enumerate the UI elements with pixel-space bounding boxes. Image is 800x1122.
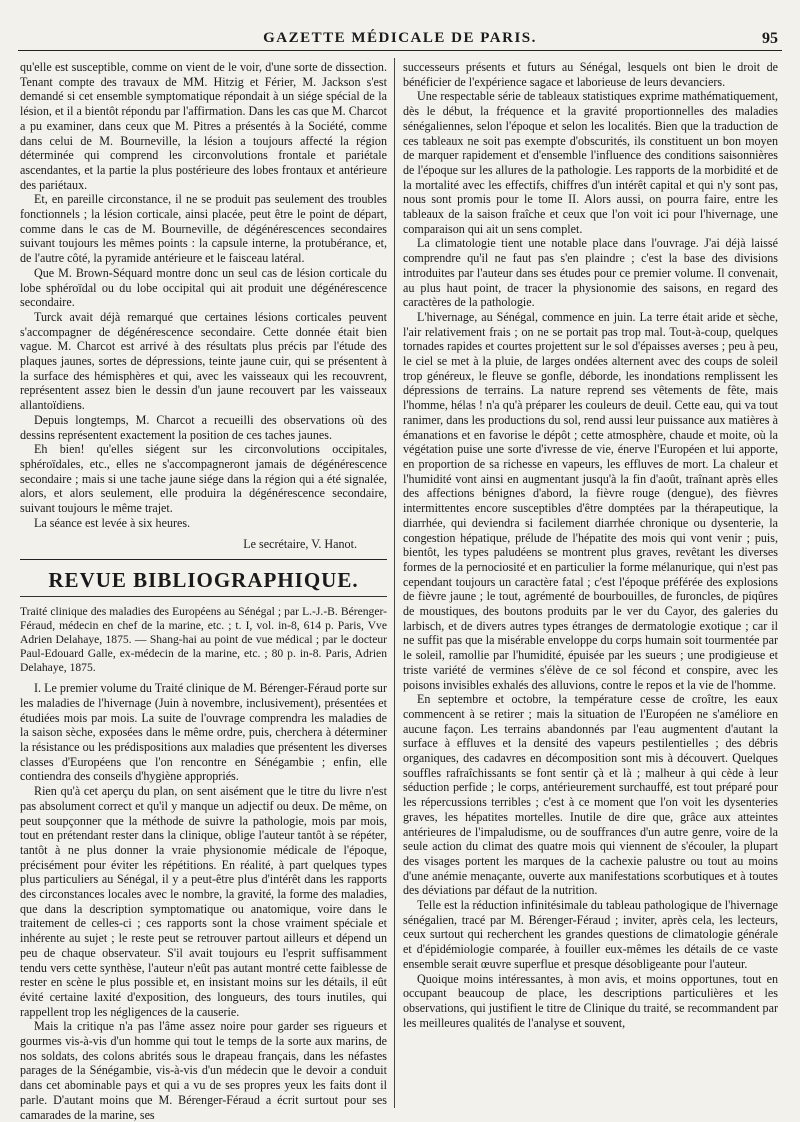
page-number: 95 bbox=[762, 30, 778, 47]
paragraph: Telle est la réduction infinitésimale du tableau pathologique de l'hivernage sénégalien, tracé par M. Bérenger-Féraud ; inviter, après cela, les lecteurs, ceux surtout qui recherchent les grandes questions de climatologie générale et d'épidémiologie comparée, à fouiller eux-mêmes les détails de ce vaste ensemble serait œuvre superflue et presque désobligeante pour l'auteur. bbox=[403, 898, 778, 971]
paragraph: Eh bien! qu'elles siégent sur les circonvolutions occipitales, sphéroïdales, etc., elles ne s'accompagneront jamais de dégénérescence secondaire ; mais si une tache jaune siége dans la région qui a été signalée, alors, et alors seulement, elle produira la dégénérescence secondaire, suivant toujours le même trajet. bbox=[20, 442, 387, 516]
signature: Le secrétaire, V. Hanot. bbox=[243, 536, 357, 551]
paragraph: La séance est levée à six heures. bbox=[34, 515, 191, 530]
paragraph: En septembre et octobre, la température cesse de croître, les eaux commencent à se retirer ; mais la situation de l'Européen ne s'améliore en aucune façon. Les terrains abandonnés par l'eau augmentent d'autant la surface à effluves et la densité des vapeurs pestilentielles ; des débris organiques, des cadavres en décomposition sont mis à découvert. Quelques souffles rafraîchissants se font sentir çà et là ; malheur à qui cède à leur séduction perfide ; le corps, antérieurement surchauffé, est tout préparé pour les répercussions terribles ; c'est à ce moment que l'on voit les dysenteries graves, les hépatites mortelles. Inutile de dire que, grâce aux atteintes antérieures de l'impaludisme, ou de souffrances d'un autre genre, voire de la seule action du climat des quatre mois qui viennent de s'écouler, la plupart des visages portent les marques de la cachexie palustre ou tout au moins d'une anémie menaçante, ouverte aux manifestations scorbutiques et à toutes des déviations par défaut de la nutrition. bbox=[403, 692, 778, 898]
paragraph: Turck avait déjà remarqué que certaines lésions corticales peuvent s'accompagner de dégénérescence secondaire. Cette donnée était bien vague. M. Charcot est arrivé à des résultats plus précis par l'étude des plaques jaunes, sortes de dépressions, teinte jaune cuir, qui se présentent à la surface des hémisphères et qui, avec les vaisseaux qui les recouvrent, représentent assez bien le dessin d'un jaune recouvert par les vaisseaux allantoïdiens. bbox=[20, 309, 387, 413]
paragraph: Une respectable série de tableaux statistiques exprime mathématiquement, dès le début, la fréquence et la gravité proportionnelles des maladies sénégaliennes, selon l'époque et selon les localités. Bien que la traduction de ces tableaux ne soit pas exempte d'obscurités, ils constituent un bon moyen de marquer rapidement et d'ensemble l'influence des conditions saisonnières de l'époque sur les allures de la pathologie. Les rapports de la morbidité et de la mortalité avec les effectifs, chiffres d'un intérêt capital et qui n'y sont pas, nous sont promis pour le tome II. Alors aussi, on pourra faire, entre les tableaux de la saison fraîche et ceux que l'on voit ici pour l'hivernage, une comparaison qui ait un sens complet. bbox=[403, 89, 778, 236]
section-rule bbox=[20, 559, 387, 560]
paragraph: La climatologie tient une notable place dans l'ouvrage. J'ai déjà laissé comprendre qu'il ne faut pas s'en plaindre ; c'est la base des divisions introduites par l'auteur dans ses études pour ce premier volume. Il convenait, au plus haut point, de tracer la physionomie des saisons, en regard des caractères de la pathologie. bbox=[403, 236, 778, 310]
paragraph: Et, en pareille circonstance, il ne se produit pas seulement des troubles fonctionnels ; la lésion corticale, ainsi placée, peut être le point de départ, comme dans le cas de M. Bourneville, de dégénérescences secondaires suivant toujours les mêmes points : la capsule interne, la protubérance, et, de l'autre côté, la pyramide antérieure et le faisceau latéral. bbox=[20, 192, 387, 266]
paragraph: L'hivernage, au Sénégal, commence en juin. La terre était aride et sèche, l'air relativement frais ; on ne se portait pas trop mal. Tout-à-coup, quelques tornades rapides et courtes projettent sur le sol d'épaisses averses ; peu à peu, le ciel se met à la pluie, de larges ondées alternent avec des coups de soleil trop généreux, le fleuve se gonfle, déborde, les inondations remplissent les dépressions de terrains. La nature reprend ses vêtements de fête, mais l'homme, hélas ! n'a qu'à préparer les couleurs de deuil. Cette eau, qui va tout ranimer, dans les productions du sol, rend aussi leur puissance aux matières à émanations et en favorise le dépôt ; cette atmosphère, chaude et moite, où la végétation puise une sorte d'ivresse de vie, énerve l'Européen et lui apporte, en proportion de sa richesse en vapeurs, les effluves de mort. La chaleur et l'humidité vont ainsi en augmentant jusqu'à la fin d'août, traînant après elles des affections bénignes d'abord, la fièvre rouge (dengue), des fièvres intermittentes encore susceptibles d'être domptées par la thérapeutique, la diarrhée, qui deviendra si facilement diarrhée chronique ou dysenterie, la congestion hépatique, prélude de l'hépatite des mois qui vont venir ; puis, bientôt, les types paludéens se montrent plus graves, revêtant les diverses formes de la pernociosité et en particulier la forme mélanurique, qui n'est pas cependant toujours un caractère fatal ; c'est l'époque préférée des explosions de fièvre jaune ; le tout, agrémenté de bourbouilles, de furoncles, de piqûres de moustiques, des boutons produits par le ver du Cayor, des galeries du larbisch, et de divers autres types étranges de dermatologie exotique ; car il ne suffit pas que la misérable enveloppe du corps humain soit tourmentée par le soleil, ramollie par l'humidité, épuisée par les sueurs ; une prodigieuse et triste variété de vermines s'élève de ce sol fécond et conspire, avec les poisons invisibles exhalés des alluvions, contre le repos et la vie de l'homme. bbox=[403, 309, 778, 692]
paragraph: qu'elle est susceptible, comme on vient de le voir, d'une sorte de dissection. Tenant compte des travaux de MM. Hitzig et Férier, M. Jackson s'est demandé si cet ensemble symptomatique répondait à un siége spécial de la lésion, et il a bientôt répondu par l'affirmation. Dans les cas que M. Charcot a pu examiner, dans ceux que M. Pitres a présentés à la Société, comme dans celui de M. Bourneville, la lésion a toujours affecté la région déterminée qui comprend les circonvolutions frontale et pariétale ascendantes, et la partie la plus postérieure des lobes frontaux et antérieure des pariétaux. bbox=[20, 60, 387, 192]
paragraph: Depuis longtemps, M. Charcot a recueilli des observations où des dessins représentent exactement la position de ces taches jaunes. bbox=[20, 412, 387, 442]
column-divider bbox=[394, 58, 395, 1108]
page-header bbox=[18, 30, 782, 51]
bibliographic-reference: Traité clinique des maladies des Européens au Sénégal ; par L.-J.-B. Bérenger-Féraud, médecin en chef de la marine, etc. ; t. I, vol. in-8, 614 p. Paris, Vve Adrien Delahaye, 1875. — Shang-hai au point de vue médical ; par le docteur Paul-Edouard Galle, ex-médecin de la marine, etc. ; 80 p. in-8. Paris, Adrien Delahaye, 1875. bbox=[20, 605, 387, 675]
right-column bbox=[403, 60, 778, 1110]
paragraph: successeurs présents et futurs au Sénégal, lesquels ont bien le droit de bénéficier de l'expérience sagace et laborieuse de leurs devanciers. bbox=[403, 60, 778, 89]
paragraph: Rien qu'à cet aperçu du plan, on sent aisément que le titre du livre n'est pas absolument correct et qu'il y manque un adjectif ou deux. De même, on peut soupçonner que la méthode de suivre la pathologie, mois par mois, tout en prétendant rester dans la clinique, oblige l'auteur tantôt à se répéter, tantôt à ne plus donner la vraie physionomie médicale de l'époque, précisément pour éviter les répétitions. En réalité, à part quelques types plus particuliers au Sénégal, il y a peut-être plus d'intérêt dans les rapports des circonstances locales avec le nombre, la gravité, la forme des maladies, que dans la description symptomatique ou anatomique, voire dans le traitement de celles-ci ; ces rapports sont la chose vraiment spéciale et inhérente au sujet ; le reste peut se retrouver partout ailleurs et dépend un peu de chaque observateur. S'il avait toujours eu l'esprit suffisamment tendu vers cette synthèse, l'auteur n'eût pas autant montré cette faiblesse de rester en scène le plus possible et, en insistant moins sur les détails, il eût évité certaine laxité d'exposition, des longueurs, des tours inutiles, qui rappellent trop les négligences de la causerie. bbox=[20, 784, 387, 1019]
paragraph: Mais la critique n'a pas l'âme assez noire pour garder ses rigueurs et gourmes vis-à-vis d'un homme qui tout le temps de la sorte aux marins, de nos soldats, des colons abrités sous le drapeau français, dans les néfastes parages de la Sénégambie, vis-à-vis d'un médecin que le devoir a conduit dans cet abominable pays et qui a vu de ses propres yeux les faits dont il parle. D'autant moins que M. Bérenger-Féraud a écrit surtout pour ses camarades de la marine, ses bbox=[20, 1019, 387, 1122]
paragraph: Que M. Brown-Séquard montre donc un seul cas de lésion corticale du lobe sphéroïdal ou du lobe occipital qui ait produit une dégénérescence secondaire. bbox=[20, 265, 387, 310]
left-column bbox=[20, 60, 387, 1122]
paragraph: I. Le premier volume du Traité clinique de M. Bérenger-Féraud porte sur les maladies de l'hivernage (Juin à novembre, inclusivement), présentées et étudiées mois par mois. La suite de l'ouvrage comprendra les maladies de la saison sèche, exposées dans le même ordre, puis, cherchera à déterminer la résistance ou les prédispositions aux maladies que présentent les diverses classes d'Européens que l'on rencontre en Sénégambie ; enfin, elle contiendra des conseils d'hygiène appropriés. bbox=[20, 681, 387, 784]
section-title: REVUE BIBLIOGRAPHIQUE. bbox=[20, 568, 387, 597]
journal-title: GAZETTE MÉDICALE DE PARIS. bbox=[263, 30, 537, 46]
paragraph: Quoique moins intéressantes, à mon avis, et moins opportunes, tout en occupant beaucoup de place, les descriptions particulières et les observations, qui justifient le titre de Clinique du traité, se recommandent par les meilleures qualités de l'analyse et souvent, bbox=[403, 971, 778, 1030]
